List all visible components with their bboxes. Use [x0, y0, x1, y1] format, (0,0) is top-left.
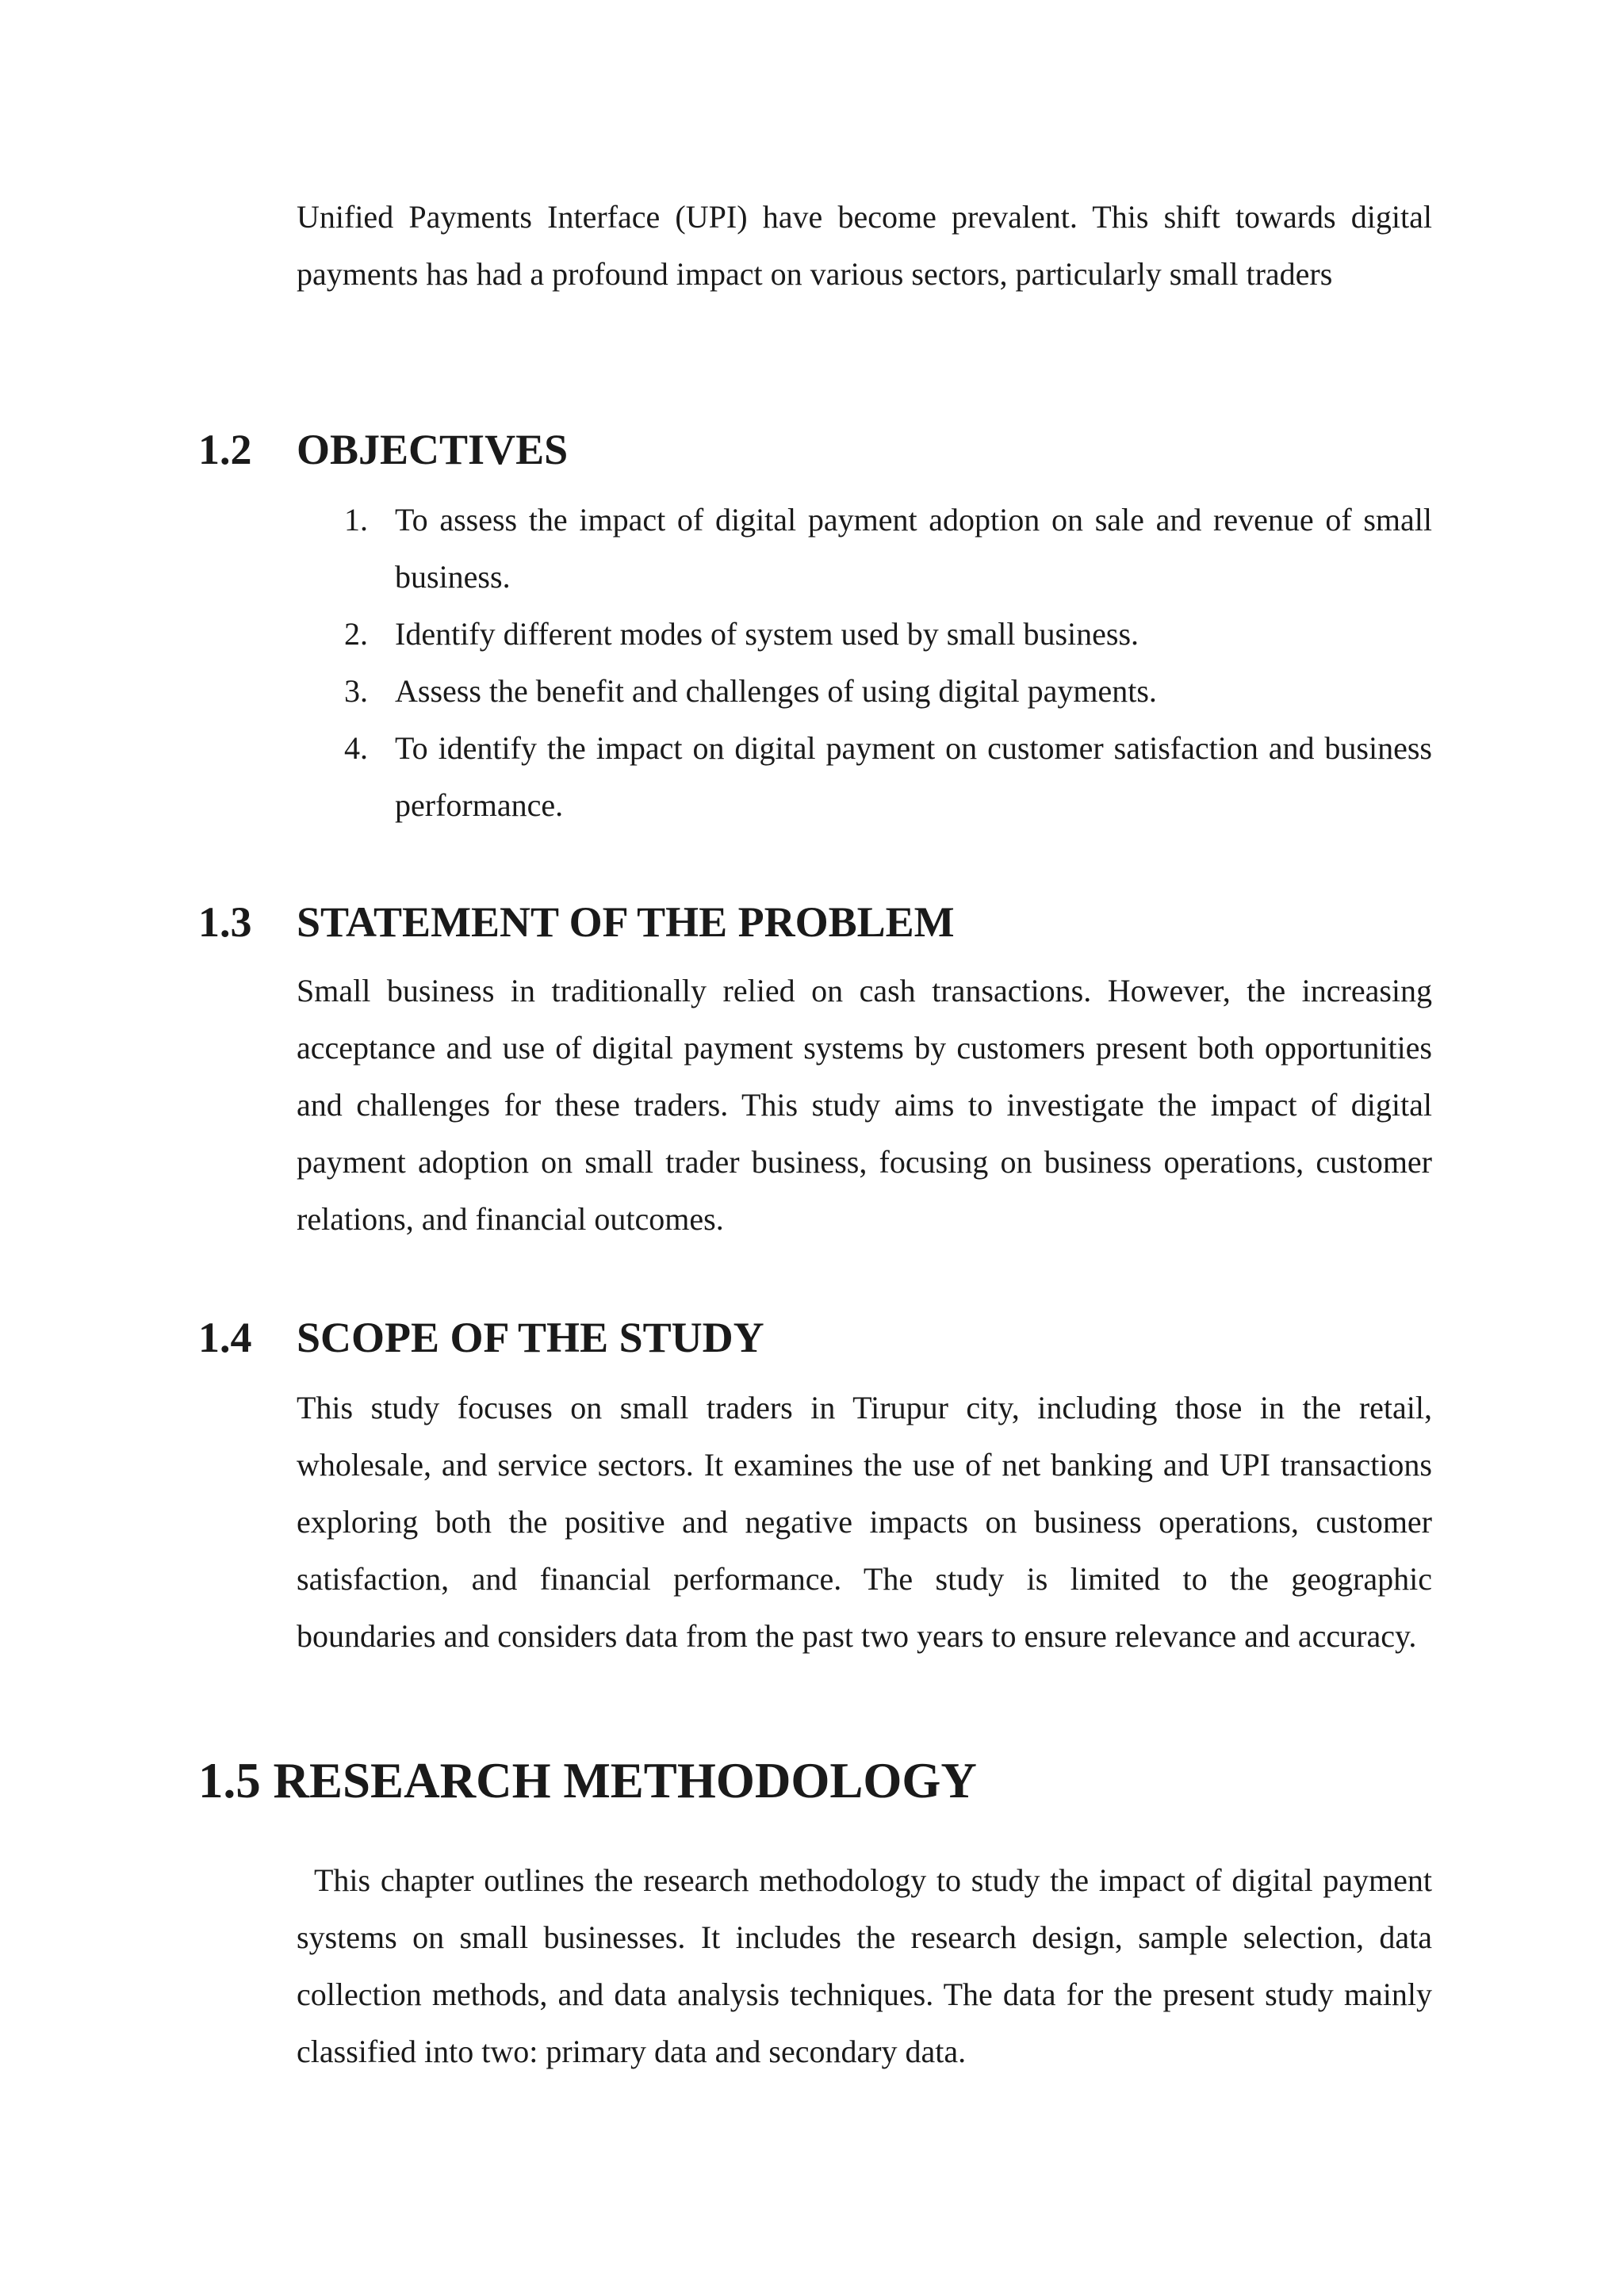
heading-title: OBJECTIVES [297, 426, 569, 473]
list-marker: 4. [344, 730, 368, 766]
list-item-text: Identify different modes of system used by small business. [395, 616, 1139, 652]
list-item [297, 663, 1432, 720]
methodology-paragraph: This chapter outlines the research methodology to study the impact of digital payment systems on small businesses. It includes the research design, sample selection, data collection methods, and data analysis techniques. The data for the present study mainly classified into two: primary data and secondary data. [297, 1862, 1432, 2069]
objectives-list [297, 492, 1432, 834]
list-marker: 1. [344, 502, 368, 538]
heading-title: SCOPE OF THE STUDY [297, 1314, 764, 1361]
heading-research-methodology: 1.5 RESEARCH METHODOLOGY [198, 1753, 977, 1808]
list-item-text: To assess the impact of digital payment adoption on sale and revenue of small business. [395, 502, 1432, 595]
heading-number: 1.2 [198, 426, 252, 473]
heading-number: 1.3 [198, 898, 252, 946]
problem-paragraph: Small business in traditionally relied on cash transactions. However, the increasing acceptance and use of digital payment systems by customers present both opportunities and challenges for these traders. This study aims to investigate the impact of digital payment adoption on small trader business, focusing on business operations, customer relations, and financial outcomes. [297, 973, 1432, 1237]
list-item [297, 492, 1432, 606]
heading-objectives [198, 422, 568, 477]
scope-paragraph: This study focuses on small traders in Tirupur city, including those in the retail, wholesale, and service sectors. It examines the use of net banking and UPI transactions exploring both the positive and negative impacts on business operations, customer satisfaction, and financial performance. The study is limited to the geographic boundaries and considers data from the past two years to ensure relevance and accuracy. [297, 1390, 1432, 1654]
list-item [297, 606, 1432, 663]
list-marker: 3. [344, 673, 368, 709]
heading-scope-of-study [198, 1310, 764, 1365]
list-marker: 2. [344, 616, 368, 652]
list-item-text: Assess the benefit and challenges of using digital payments. [395, 673, 1157, 709]
intro-paragraph: Unified Payments Interface (UPI) have become prevalent. This shift towards digital payments has had a profound impact on various sectors, particularly small traders [297, 199, 1432, 292]
list-item-text: To identify the impact on digital payment on customer satisfaction and business performance. [395, 730, 1432, 823]
heading-statement-of-problem [198, 894, 955, 950]
heading-title: STATEMENT OF THE PROBLEM [297, 898, 955, 946]
heading-number: 1.4 [198, 1314, 252, 1361]
list-item [297, 720, 1432, 834]
